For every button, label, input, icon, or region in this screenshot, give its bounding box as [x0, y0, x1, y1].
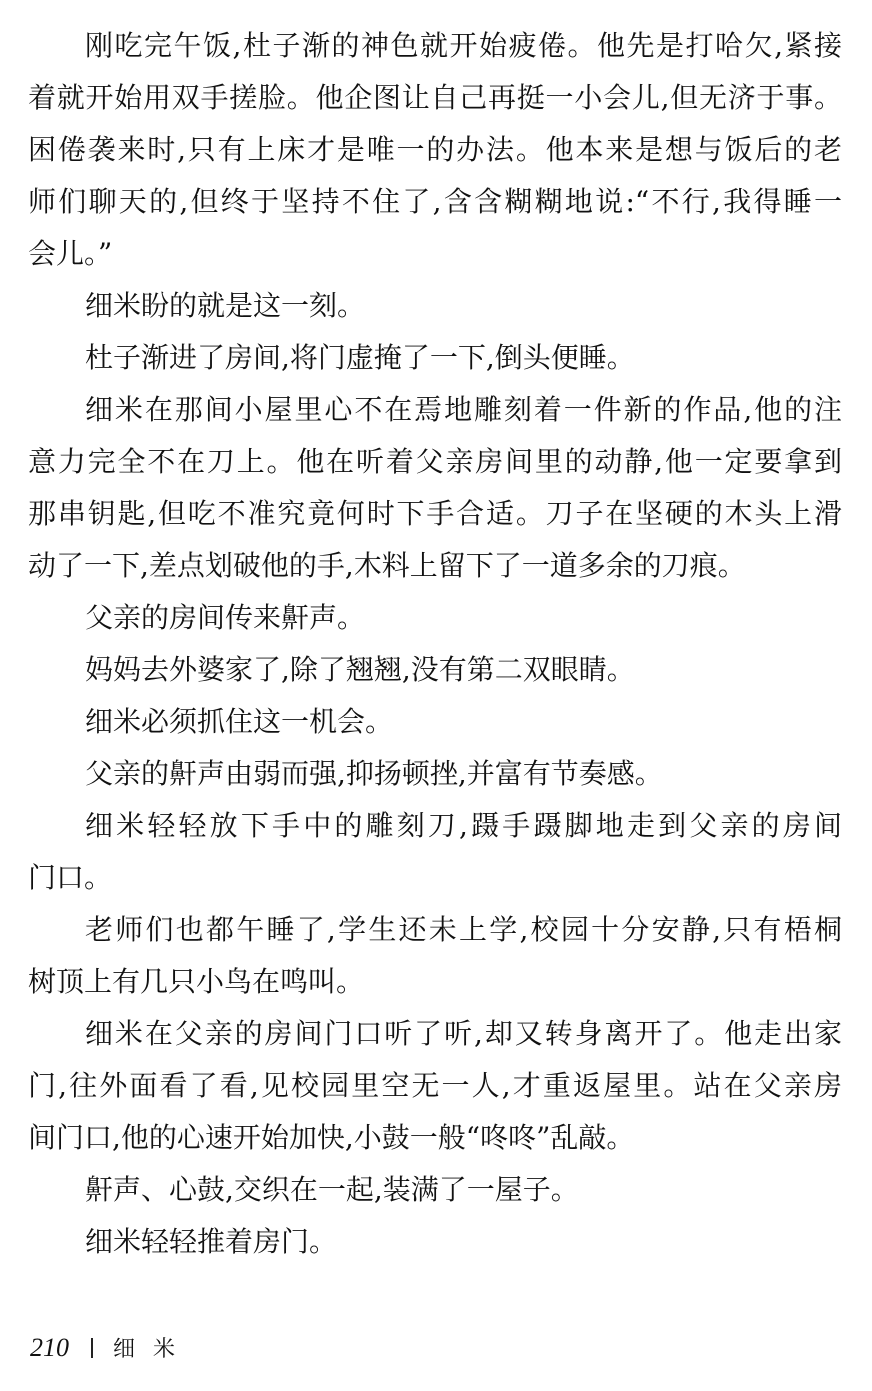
- text-line: 困倦袭来时,只有上床才是唯一的办法。他本来是想与饭后的老: [28, 133, 842, 166]
- text-line: 细米轻轻推着房门。: [85, 1225, 338, 1258]
- footer-separator: [91, 1338, 93, 1358]
- text-line: 动了一下,差点划破他的手,木料上留下了一道多余的刀痕。: [28, 549, 746, 582]
- text-line: 门,往外面看了看,见校园里空无一人,才重返屋里。站在父亲房: [28, 1069, 842, 1102]
- paragraph: [28, 696, 842, 748]
- text-line: 细米在父亲的房间门口听了听,却又转身离开了。他走出家: [85, 1017, 842, 1050]
- text-line: 会儿。”: [28, 237, 113, 270]
- paragraph: [28, 1164, 842, 1216]
- text-line: 门口。: [28, 861, 113, 894]
- text-line: 老师们也都午睡了,学生还未上学,校园十分安静,只有梧桐: [85, 913, 842, 946]
- text-line: 那串钥匙,但吃不准究竟何时下手合适。刀子在坚硬的木头上滑: [28, 497, 842, 530]
- text-line: 师们聊天的,但终于坚持不住了,含含糊糊地说:“不行,我得睡一: [28, 185, 842, 218]
- paragraph: [28, 748, 842, 800]
- text-line: 间门口,他的心速开始加快,小鼓一般“咚咚”乱敲。: [28, 1121, 635, 1154]
- text-line: 父亲的鼾声由弱而强,抑扬顿挫,并富有节奏感。: [85, 757, 663, 790]
- text-line: 鼾声、心鼓,交织在一起,装满了一屋子。: [85, 1173, 579, 1206]
- body-text: [28, 20, 842, 1268]
- book-title: 细米: [113, 1337, 194, 1362]
- text-line: 细米必须抓住这一机会。: [85, 705, 394, 738]
- text-line: 杜子渐进了房间,将门虚掩了一下,倒头便睡。: [85, 341, 635, 374]
- paragraph: [28, 904, 842, 1008]
- paragraph: [28, 384, 842, 592]
- text-line: 细米轻轻放下手中的雕刻刀,蹑手蹑脚地走到父亲的房间: [85, 809, 842, 842]
- text-line: 树顶上有几只小鸟在鸣叫。: [28, 965, 365, 998]
- text-line: 父亲的房间传来鼾声。: [85, 601, 366, 634]
- paragraph: [28, 1216, 842, 1268]
- paragraph: [28, 20, 842, 280]
- text-line: 着就开始用双手搓脸。他企图让自己再挺一小会儿,但无济于事。: [28, 81, 842, 114]
- paragraph: [28, 332, 842, 384]
- text-line: 意力完全不在刀上。他在听着父亲房间里的动静,他一定要拿到: [28, 445, 842, 478]
- paragraph: [28, 800, 842, 904]
- page-footer: [30, 1332, 193, 1363]
- text-line: 细米在那间小屋里心不在焉地雕刻着一件新的作品,他的注: [85, 393, 842, 426]
- paragraph: [28, 592, 842, 644]
- text-line: 妈妈去外婆家了,除了翘翘,没有第二双眼睛。: [85, 653, 635, 686]
- paragraph: [28, 644, 842, 696]
- text-line: 刚吃完午饭,杜子渐的神色就开始疲倦。他先是打哈欠,紧接: [85, 29, 842, 62]
- page-number: 210: [30, 1332, 69, 1362]
- text-line: 细米盼的就是这一刻。: [85, 289, 366, 322]
- paragraph: [28, 1008, 842, 1164]
- paragraph: [28, 280, 842, 332]
